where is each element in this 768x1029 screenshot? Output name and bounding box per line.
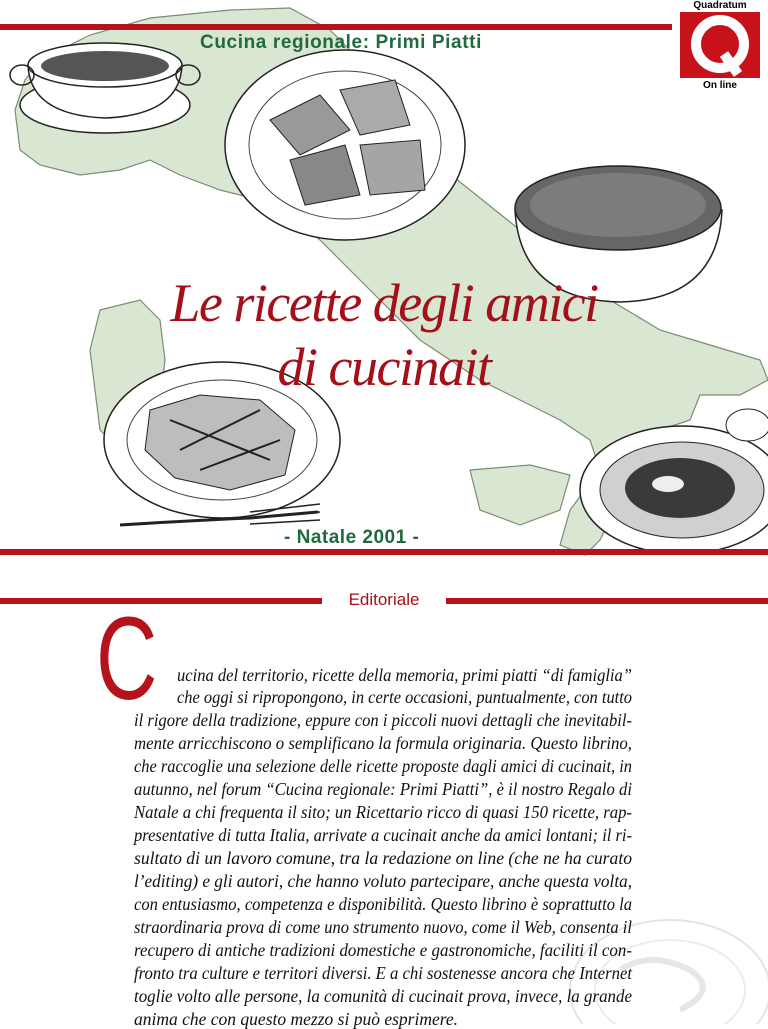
editorial-left-rule [0,598,322,604]
body-line: fronto tra culture e territori diversi. E a chi sostenesse ancora che Internet [134,963,632,983]
editorial-section-label: Editoriale [348,590,420,609]
top-red-rule [0,24,672,30]
edition-label: - Natale 2001 - [280,527,423,549]
body-line: l’editing) e gli autori, che hanno voluto partecipare, anche questa volta, [134,871,633,891]
sicily-island [470,465,570,525]
body-line: sultato di un lavoro comune, tra la redazione on line (che ne ha curato [134,848,633,868]
body-line: straordinaria prova di come uno strumento nuovo, come il Web, consenta il [134,917,632,937]
section-subtitle: Cucina regionale: Primi Piatti [200,32,482,53]
body-line: mente arricchiscono o semplificano la formula originaria. Questo librino, [134,733,633,753]
logo-top-text: Quadratum [693,0,747,11]
body-line: che raccoglie una selezione delle ricette proposte dagli amici di cucinait, in [134,756,633,776]
cover-bottom-red-rule [0,549,768,555]
body-line: che oggi si ripropongono, in certe occasioni, puntualmente, con tutto [177,687,633,707]
logo-bottom-text: On line [703,80,737,91]
body-line: presentative di tutta Italia, arrivate a cucinait anche da amici lontani; il ri- [134,825,633,845]
body-line: autunno, nel forum “Cucina regionale: Primi Piatti”, è il nostro Regalo di [134,779,632,799]
drop-cap: C [96,593,158,725]
main-title-line1: Le ricette degli amici [170,273,598,333]
body-line: ucina del territorio, ricette della memoria, primi piatti “di famiglia” [177,665,632,685]
body-line: con entusiasmo, competenza e disponibilità. Questo librino è soprattutto la [134,894,633,914]
editorial-right-rule [446,598,768,604]
ravioli-plate-drawing [225,50,465,240]
soup-bowl-drawing [10,43,200,133]
body-line: Natale a chi frequenta il sito; un Ricettario ricco di quasi 150 ricette, rap- [134,802,633,822]
main-title-line2: di cucinait [277,337,491,397]
body-line: il rigore della tradizione, eppure con i piccoli nuovi dettagli che inevitabil- [134,710,633,730]
body-line: toglie volto alle persone, la comunità di cucinait prova, invece, la grande [134,986,632,1006]
body-line: anima che con questo mezzo si può esprimere. [134,1009,459,1029]
body-line: recupero di antiche tradizioni domestiche e gastronomiche, faciliti il con- [134,940,632,960]
